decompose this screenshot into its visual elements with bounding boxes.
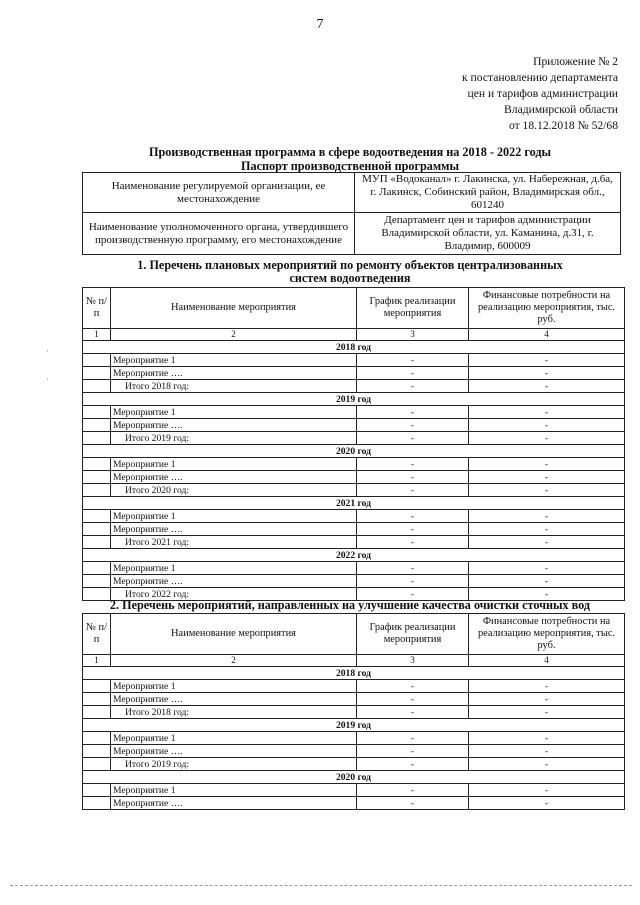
total-row xyxy=(83,380,625,393)
row-num xyxy=(83,758,111,771)
finance-cell: - xyxy=(469,797,625,810)
program-title: Производственная программа в сфере водоотведения на 2018 - 2022 годы xyxy=(148,145,552,159)
scan-edge-line xyxy=(10,885,632,886)
row-num xyxy=(83,706,111,719)
passport-title: Паспорт производственной программы xyxy=(241,159,459,173)
year-label: 2018 год xyxy=(83,341,625,354)
passport-row xyxy=(83,213,621,255)
appendix-block xyxy=(420,54,618,134)
event-name: Мероприятие …. xyxy=(111,693,357,706)
schedule-cell: - xyxy=(357,797,469,810)
event-name: Мероприятие 1 xyxy=(111,562,357,575)
schedule-cell: - xyxy=(357,458,469,471)
schedule-cell: - xyxy=(357,562,469,575)
event-name: Мероприятие 1 xyxy=(111,784,357,797)
finance-cell: - xyxy=(469,575,625,588)
row-num xyxy=(83,693,111,706)
total-label: Итого 2021 год: xyxy=(111,536,357,549)
total-label: Итого 2022 год: xyxy=(111,588,357,601)
schedule-cell: - xyxy=(357,471,469,484)
finance-cell: - xyxy=(469,732,625,745)
table-row xyxy=(83,784,625,797)
total-label: Итого 2018 год: xyxy=(111,706,357,719)
row-num xyxy=(83,784,111,797)
finance-cell: - xyxy=(469,758,625,771)
row-num xyxy=(83,745,111,758)
appendix-line: к постановлению департамента xyxy=(462,71,618,84)
schedule-cell: - xyxy=(357,510,469,523)
schedule-cell: - xyxy=(357,419,469,432)
column-number: 1 xyxy=(83,655,111,667)
event-name: Мероприятие …. xyxy=(111,523,357,536)
schedule-cell: - xyxy=(357,693,469,706)
schedule-cell: - xyxy=(357,575,469,588)
year-label: 2019 год xyxy=(83,393,625,406)
table-row xyxy=(83,562,625,575)
schedule-cell: - xyxy=(357,706,469,719)
column-number: 3 xyxy=(357,329,469,341)
row-num xyxy=(83,419,111,432)
passport-label: Наименование регулируемой организации, ее местонахождение xyxy=(83,173,355,213)
row-num xyxy=(83,575,111,588)
schedule-cell: - xyxy=(357,732,469,745)
total-row xyxy=(83,484,625,497)
year-label: 2022 год xyxy=(83,549,625,562)
year-row xyxy=(83,341,625,354)
appendix-line: Приложение № 2 xyxy=(533,55,618,68)
column-number: 3 xyxy=(357,655,469,667)
passport-value: Департамент цен и тарифов администрации Владимирской области, ул. Каманина, д.31, г. Владимир, 600009 xyxy=(355,213,621,255)
finance-cell: - xyxy=(469,784,625,797)
year-row xyxy=(83,549,625,562)
column-number: 1 xyxy=(83,329,111,341)
row-num xyxy=(83,732,111,745)
event-name: Мероприятие 1 xyxy=(111,510,357,523)
header-num: № п/п xyxy=(83,614,111,655)
row-num xyxy=(83,354,111,367)
table-row xyxy=(83,471,625,484)
event-name: Мероприятие …. xyxy=(111,745,357,758)
row-num xyxy=(83,367,111,380)
section-1-title-line: систем водоотведения xyxy=(289,271,411,285)
event-name: Мероприятие 1 xyxy=(111,354,357,367)
schedule-cell: - xyxy=(357,536,469,549)
row-num xyxy=(83,523,111,536)
finance-cell: - xyxy=(469,510,625,523)
table-row xyxy=(83,510,625,523)
section-2-title-line: 2. Перечень мероприятий, направленных на улучшение качества очистки сточных вод xyxy=(109,598,591,612)
total-row xyxy=(83,706,625,719)
scan-artifact xyxy=(47,350,48,352)
event-name: Мероприятие …. xyxy=(111,419,357,432)
finance-cell: - xyxy=(469,484,625,497)
schedule-cell: - xyxy=(357,588,469,601)
event-name: Мероприятие 1 xyxy=(111,458,357,471)
column-number: 2 xyxy=(111,655,357,667)
year-label: 2020 год xyxy=(83,445,625,458)
year-row xyxy=(83,771,625,784)
row-num xyxy=(83,471,111,484)
row-num xyxy=(83,484,111,497)
year-label: 2021 год xyxy=(83,497,625,510)
row-num xyxy=(83,562,111,575)
column-number-row xyxy=(83,329,625,341)
row-num xyxy=(83,406,111,419)
finance-cell: - xyxy=(469,706,625,719)
year-label: 2018 год xyxy=(83,667,625,680)
finance-cell: - xyxy=(469,471,625,484)
schedule-cell: - xyxy=(357,432,469,445)
finance-cell: - xyxy=(469,562,625,575)
event-name: Мероприятие 1 xyxy=(111,406,357,419)
event-name: Мероприятие 1 xyxy=(111,732,357,745)
table-row xyxy=(83,680,625,693)
table-header-row xyxy=(83,614,625,655)
table-row xyxy=(83,458,625,471)
event-name: Мероприятие …. xyxy=(111,367,357,380)
table-row xyxy=(83,693,625,706)
total-label: Итого 2020 год: xyxy=(111,484,357,497)
section-2-table xyxy=(82,613,625,810)
schedule-cell: - xyxy=(357,758,469,771)
header-schedule: График реализации мероприятия xyxy=(357,288,469,329)
header-num: № п/п xyxy=(83,288,111,329)
finance-cell: - xyxy=(469,680,625,693)
appendix-line: цен и тарифов администрации xyxy=(467,87,618,100)
table-row xyxy=(83,367,625,380)
passport-row xyxy=(83,173,621,213)
column-number: 4 xyxy=(469,655,625,667)
year-label: 2020 год xyxy=(83,771,625,784)
column-number: 4 xyxy=(469,329,625,341)
section-1-title xyxy=(60,259,640,285)
page-number: 7 xyxy=(316,17,324,32)
total-label: Итого 2018 год: xyxy=(111,380,357,393)
table-row xyxy=(83,354,625,367)
row-num xyxy=(83,432,111,445)
row-num xyxy=(83,680,111,693)
event-name: Мероприятие 1 xyxy=(111,680,357,693)
finance-cell: - xyxy=(469,380,625,393)
event-name: Мероприятие …. xyxy=(111,575,357,588)
header-finance: Финансовые потребности на реализацию мероприятия, тыс. руб. xyxy=(469,614,625,655)
row-num xyxy=(83,380,111,393)
section-2-title xyxy=(60,599,640,612)
passport-label: Наименование уполномоченного органа, утвердившего производственную программу, его местонахождение xyxy=(83,213,355,255)
header-schedule: График реализации мероприятия xyxy=(357,614,469,655)
schedule-cell: - xyxy=(357,784,469,797)
table-row xyxy=(83,732,625,745)
schedule-cell: - xyxy=(357,354,469,367)
passport-table xyxy=(82,172,621,255)
total-label: Итого 2019 год: xyxy=(111,758,357,771)
table-row xyxy=(83,575,625,588)
year-row xyxy=(83,667,625,680)
finance-cell: - xyxy=(469,354,625,367)
header-name: Наименование мероприятия xyxy=(111,288,357,329)
table-header-row xyxy=(83,288,625,329)
column-number-row xyxy=(83,655,625,667)
finance-cell: - xyxy=(469,523,625,536)
finance-cell: - xyxy=(469,432,625,445)
year-row xyxy=(83,497,625,510)
year-row xyxy=(83,393,625,406)
finance-cell: - xyxy=(469,406,625,419)
finance-cell: - xyxy=(469,367,625,380)
year-label: 2019 год xyxy=(83,719,625,732)
total-row xyxy=(83,758,625,771)
header-finance: Финансовые потребности на реализацию мероприятия, тыс. руб. xyxy=(469,288,625,329)
schedule-cell: - xyxy=(357,523,469,536)
finance-cell: - xyxy=(469,419,625,432)
table-row xyxy=(83,406,625,419)
total-row xyxy=(83,536,625,549)
schedule-cell: - xyxy=(357,380,469,393)
schedule-cell: - xyxy=(357,484,469,497)
row-num xyxy=(83,797,111,810)
table-row xyxy=(83,745,625,758)
year-row xyxy=(83,719,625,732)
table-row xyxy=(83,523,625,536)
schedule-cell: - xyxy=(357,406,469,419)
finance-cell: - xyxy=(469,458,625,471)
event-name: Мероприятие …. xyxy=(111,471,357,484)
appendix-line: Владимирской области xyxy=(504,103,618,116)
total-label: Итого 2019 год: xyxy=(111,432,357,445)
row-num xyxy=(83,536,111,549)
total-row xyxy=(83,432,625,445)
finance-cell: - xyxy=(469,536,625,549)
row-num xyxy=(83,458,111,471)
table-row xyxy=(83,419,625,432)
schedule-cell: - xyxy=(357,680,469,693)
finance-cell: - xyxy=(469,745,625,758)
year-row xyxy=(83,445,625,458)
schedule-cell: - xyxy=(357,745,469,758)
column-number: 2 xyxy=(111,329,357,341)
finance-cell: - xyxy=(469,588,625,601)
scan-artifact xyxy=(47,378,48,380)
section-1-title-line: 1. Перечень плановых мероприятий по ремонту объектов централизованных xyxy=(137,258,563,272)
document-title xyxy=(0,145,640,173)
schedule-cell: - xyxy=(357,367,469,380)
section-1-table xyxy=(82,287,625,601)
passport-value: МУП «Водоканал» г. Лакинска, ул. Набережная, д.6а, г. Лакинск, Собинский район, Владимирская обл., 601240 xyxy=(355,173,621,213)
row-num xyxy=(83,510,111,523)
header-name: Наименование мероприятия xyxy=(111,614,357,655)
appendix-line: от 18.12.2018 № 52/68 xyxy=(508,119,618,132)
finance-cell: - xyxy=(469,693,625,706)
event-name: Мероприятие …. xyxy=(111,797,357,810)
table-row xyxy=(83,797,625,810)
